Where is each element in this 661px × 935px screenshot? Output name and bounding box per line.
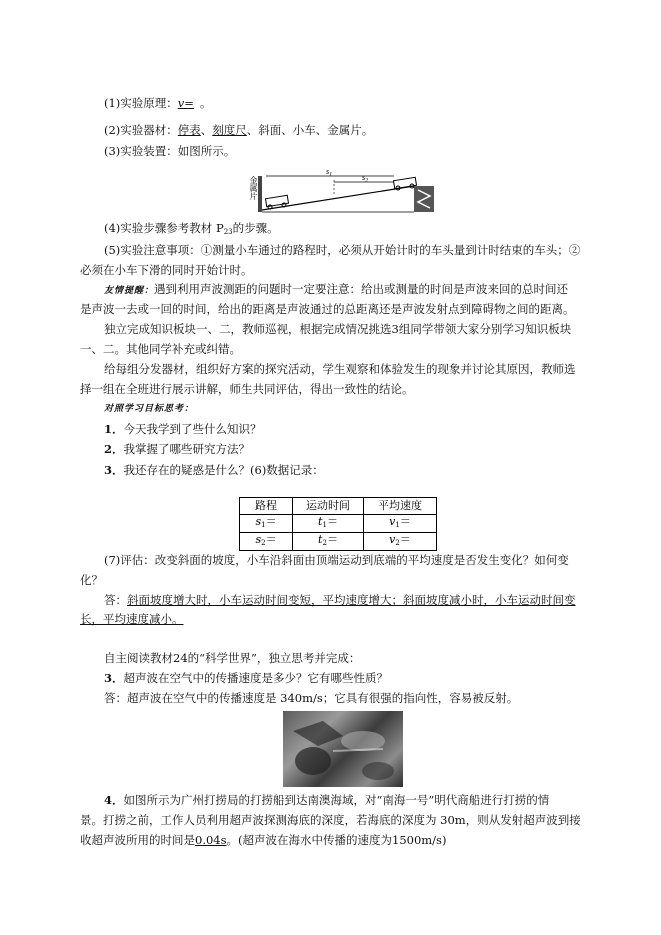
notes-line-1: (5)实验注意事项：①测量小车通过的路程时，必须从开始计时的车头量到计时结束的车头；② <box>104 243 581 257</box>
activity-line-1: 给每组分发器材，组织好方案的探究活动，学生观察和体验发生的现象并讨论其原因，教师选 <box>104 362 576 376</box>
table-cell: $v_2=$ <box>364 533 437 551</box>
question-4-text-c: 1500m/s) <box>392 833 447 847</box>
question-4-answer: 0.04s <box>195 833 227 847</box>
table-row <box>240 515 437 533</box>
question-4-line-2: 景。打捞之前，工作人员利用超声波探测海底的深度，若海底的深度为 30m，则从发射超声波到接 <box>80 813 581 827</box>
table-cell: $t_2=$ <box>293 533 364 551</box>
equipment-label: (2)实验器材： <box>104 123 178 137</box>
reading-instruction: 自主阅读教材24的“科学世界”，独立思考并完成： <box>104 651 361 665</box>
question-2-text: 我掌握了哪些研究方法？ <box>123 442 251 456</box>
steps-text-end: 的步骤。 <box>232 221 279 235</box>
answer-prefix: 答： <box>104 593 127 607</box>
reminder-line-2: 是声波一去或一回的时间，给出的距离是声波通过的总距离还是声波发射点到障碍物之间的距离。 <box>80 302 575 316</box>
answer-line-1 <box>104 593 576 607</box>
question-3-number: 3． <box>104 463 124 477</box>
steps-page-sub: 23 <box>223 228 233 236</box>
table-cell: $t_1=$ <box>293 515 364 533</box>
answer-line-2: 长，平均速度减小。 <box>80 612 184 626</box>
equipment-sep: 、 <box>200 123 213 137</box>
table-header-time: 运动时间 <box>293 498 364 515</box>
question-2-number: 2． <box>104 442 124 456</box>
table-cell: $v_1=$ <box>364 515 437 533</box>
question-4-line-3 <box>80 833 446 847</box>
question-3b-text: 超声波在空气中的传播速度是多少？它有哪些性质？ <box>123 671 389 685</box>
evaluation-line-2: 化？ <box>80 573 103 587</box>
setup-line: (3)实验装置：如图所示。 <box>104 144 236 158</box>
data-table <box>239 497 437 551</box>
reminder-tag: 友情提醒： <box>104 286 155 296</box>
question-3-text: 我还存在的疑惑是什么？(6)数据记录： <box>123 463 324 477</box>
principle-end: 。 <box>199 96 212 110</box>
steps-line <box>104 221 279 239</box>
table-header-distance: 路程 <box>240 498 293 515</box>
question-4-number: 4． <box>104 793 124 807</box>
answer-3: 答：超声波在空气中的传播速度是 340m/s；它具有很强的指向性，容易被反射。 <box>104 691 519 705</box>
equipment-stopwatch: 停表 <box>177 123 201 137</box>
question-4-text: 如图所示为广州打捞局的打捞船到达南澳海域，对“南海一号”明代商船进行打捞的情 <box>123 793 550 807</box>
activity-line-2: 择一组在全班进行展示讲解，师生共同评估，得出一致性的结论。 <box>80 382 414 396</box>
s2-label: $s_2$ <box>362 173 369 184</box>
principle-label: (1)实验原理： <box>104 96 178 110</box>
question-4-text-a: 收超声波所用的时间是 <box>80 833 195 847</box>
table-header-speed: 平均速度 <box>364 498 437 515</box>
question-4-text-b: 。(超声波在海水中传播的速度为 <box>226 833 393 847</box>
answer-text-1: 斜面坡度增大时，小车运动时间变短，平均速度增大；斜面坡度减小时，小车运动时间变 <box>127 593 576 607</box>
metal-plate <box>258 176 262 212</box>
reminder-text: 遇到利用声波测距的问题时一定要注意：给出或测量的时间是声波来回的总时间还 <box>154 282 569 296</box>
evaluation-line-1: (7)评估：改变斜面的坡度，小车沿斜面由顶端运动到底端的平均速度是否发生变化？如何变 <box>104 553 569 567</box>
principle-line <box>104 96 211 110</box>
question-1-number: 1． <box>104 422 124 436</box>
table-row <box>240 533 437 551</box>
car-top <box>394 177 417 188</box>
table-cell: $s_2=$ <box>240 533 293 551</box>
metal-plate-label: 金属片 <box>249 176 258 200</box>
salvage-photo-art <box>283 711 403 787</box>
table-header-row <box>240 498 437 515</box>
instruction-line-1: 独立完成知识板块一、二，教师巡视，根据完成情况挑选3组同学带领大家分别学习知识板块 <box>104 322 572 336</box>
question-3 <box>104 463 324 477</box>
incline-figure <box>244 166 434 216</box>
equipment-line <box>104 123 373 137</box>
equipment-ruler: 刻度尺 <box>212 123 247 137</box>
question-4-line-1 <box>104 793 549 807</box>
question-3b <box>104 671 388 685</box>
question-2 <box>104 442 250 456</box>
reminder-line-1 <box>104 282 568 298</box>
reflection-heading: 对照学习目标思考： <box>104 404 195 414</box>
instruction-line-2: 一、二。其他同学补充或纠错。 <box>80 342 241 356</box>
table-cell: $s_1=$ <box>240 515 293 533</box>
s1-label: $s_1$ <box>326 167 333 178</box>
notes-line-2: 必须在小车下滑的同时开始计时。 <box>80 263 253 277</box>
equipment-rest: 、斜面、小车、金属片。 <box>246 123 374 137</box>
steps-text: (4)实验步骤参考教材 P <box>104 221 224 235</box>
question-1-text: 今天我学到了些什么知识？ <box>123 422 262 436</box>
question-3b-number: 3． <box>104 671 124 685</box>
principle-formula: v= <box>177 96 194 110</box>
salvage-photo <box>283 711 403 787</box>
question-1 <box>104 422 262 436</box>
